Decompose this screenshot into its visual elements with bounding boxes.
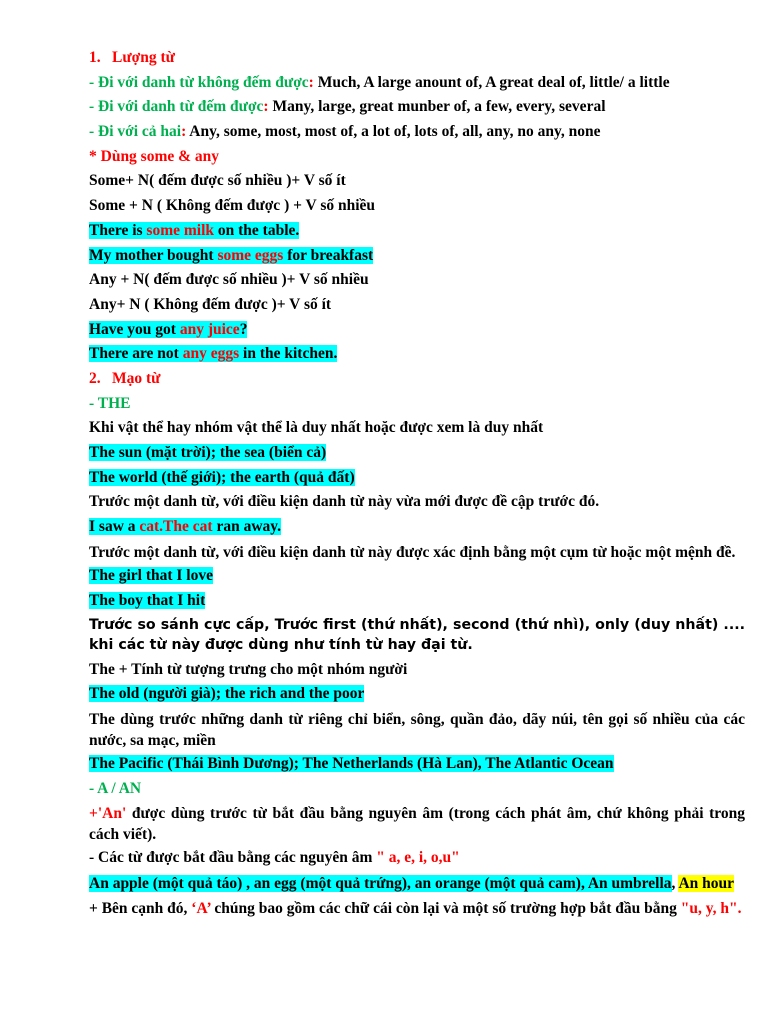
a-keyword: ‘A’ [191, 899, 211, 917]
highlight-yellow: An hour [678, 875, 734, 893]
a-an-heading: - A / AN [89, 779, 142, 797]
some-rule-1: Some+ N( đếm được số nhiều )+ V số ít [89, 172, 346, 190]
example-text: ? [239, 320, 248, 338]
highlight: The old (người già); the rich and the poor [89, 685, 365, 703]
the-rule-4: Trước so sánh cực cấp, Trước first (thứ nhất), second (thứ nhì), only (duy nhất) .... khi các từ này được dùng như tính từ hay đại từ. [89, 616, 745, 653]
a-rule-text: chúng bao gồm các chữ cái còn lại và một số trường hợp bắt đầu bằng [210, 899, 681, 917]
section-1-heading [89, 46, 745, 71]
a-rule [89, 896, 745, 921]
highlight: The Pacific (Thái Bình Dương); The Netherlands (Hà Lan), The Atlantic Ocean [89, 755, 614, 772]
both-label: - Đi với cả hai [89, 123, 182, 141]
example-keyword: any eggs [182, 345, 240, 363]
example-keyword: some eggs [217, 246, 284, 264]
section-number: 1. [89, 49, 101, 66]
countable-label: - Đi với danh từ đếm được [89, 98, 264, 116]
highlight: The sun (mặt trời); the sea (biển cả) [89, 444, 327, 461]
example-text: My mother bought [89, 246, 218, 264]
the-example-7 [89, 752, 745, 777]
uncountable-quantifiers [89, 71, 745, 96]
vowel-rule [89, 846, 745, 871]
the-example-3 [89, 515, 745, 540]
the-example-6 [89, 682, 745, 707]
a-rule-end: . [737, 899, 742, 917]
highlight [89, 345, 337, 362]
vowel-rule-text: - Các từ được bắt đầu bằng các nguyên âm [89, 849, 377, 867]
section-number: 2. [89, 369, 101, 387]
highlight: The world (thế giới); the earth (quả đất) [89, 468, 355, 486]
example-keyword: some milk [146, 221, 214, 239]
example-some-milk [89, 219, 745, 244]
an-keyword: +'An' [89, 805, 127, 823]
example-text: There are not [89, 345, 183, 363]
countable-list: Many, large, great munber of, a few, every, several [268, 98, 606, 116]
some-rule-2: Some + N ( Không đếm được ) + V số nhiều [89, 197, 376, 215]
highlight [89, 321, 247, 338]
document-body [89, 46, 745, 920]
label-colon: : [263, 98, 269, 116]
both-quantifiers [89, 120, 745, 145]
highlight: The girl that I love [89, 567, 213, 585]
both-list: Any, some, most, most of, a lot of, lots of, all, any, no any, none [186, 123, 601, 141]
example-keyword: any juice [179, 320, 240, 338]
highlight [89, 247, 373, 264]
highlight: The boy that I hit [89, 591, 206, 609]
the-rule-5: The + Tính từ tượng trưng cho một nhóm người [89, 660, 408, 678]
example-any-juice [89, 318, 745, 343]
example-some-eggs [89, 244, 745, 269]
an-rule-text: được dùng trước từ bắt đầu bằng nguyên âm (trong cách phát âm, chứ không phải trong cách viết). [89, 805, 745, 843]
section-title: Mạo từ [112, 369, 161, 387]
section-title: Lượng từ [112, 49, 175, 66]
label-colon: : [181, 123, 187, 141]
the-rule-3: Trước một danh từ, với điều kiện danh từ này được xác định bằng một cụm từ hoặc một mệnh đề. [89, 543, 736, 561]
separator-comma: , [671, 875, 676, 893]
label-colon: : [308, 73, 314, 91]
vowel-list: " a, e, i, o,u" [376, 849, 460, 867]
any-rule-1: Any + N( đếm được số nhiều )+ V số nhiều [89, 271, 369, 289]
the-rule-2: Trước một danh từ, với điều kiện danh từ này vừa mới được đề cập trước đó. [89, 493, 600, 511]
the-rule-6: The dùng trước những danh từ riêng chỉ biển, sông, quần đảo, dãy núi, tên gọi số nhiều của các nước, sa mạc, miền [89, 711, 745, 749]
the-heading: - THE [89, 394, 131, 412]
a-rule-letters: "u, y, h" [680, 899, 738, 917]
the-example-2 [89, 466, 745, 491]
example-keyword: cat.The cat [139, 518, 213, 536]
example-text: Have you got [89, 320, 180, 338]
uncountable-label: - Đi với danh từ không đếm được [89, 73, 309, 91]
example-text: on the table. [214, 221, 300, 239]
the-example-4 [89, 564, 745, 589]
any-rule-2: Any+ N ( Không đếm được )+ V số ít [89, 295, 332, 313]
example-text: in the kitchen. [239, 345, 338, 363]
the-rule-1: Khi vật thể hay nhóm vật thể là duy nhất hoặc được xem là duy nhất [89, 419, 544, 437]
example-text: for breakfast [283, 246, 374, 264]
example-text: There is [89, 221, 147, 239]
example-text: ran away. [212, 518, 282, 536]
example-text: I saw a [89, 518, 140, 536]
uncountable-list: Much, A large anount of, A great deal of, little/ a little [313, 73, 670, 91]
highlight: An apple (một quả táo) , an egg (một quả trứng), an orange (một quả cam), An umbrella [89, 875, 672, 893]
the-example-5 [89, 589, 745, 614]
highlight [89, 518, 281, 535]
example-any-eggs [89, 342, 745, 367]
section-2-heading [89, 367, 745, 392]
countable-quantifiers [89, 95, 745, 120]
an-examples [89, 871, 745, 896]
the-example-1 [89, 441, 745, 466]
a-rule-prefix: + Bên cạnh đó, [89, 899, 192, 917]
highlight [89, 222, 299, 239]
an-rule [89, 801, 745, 846]
some-any-heading: * Dùng some & any [89, 147, 220, 165]
